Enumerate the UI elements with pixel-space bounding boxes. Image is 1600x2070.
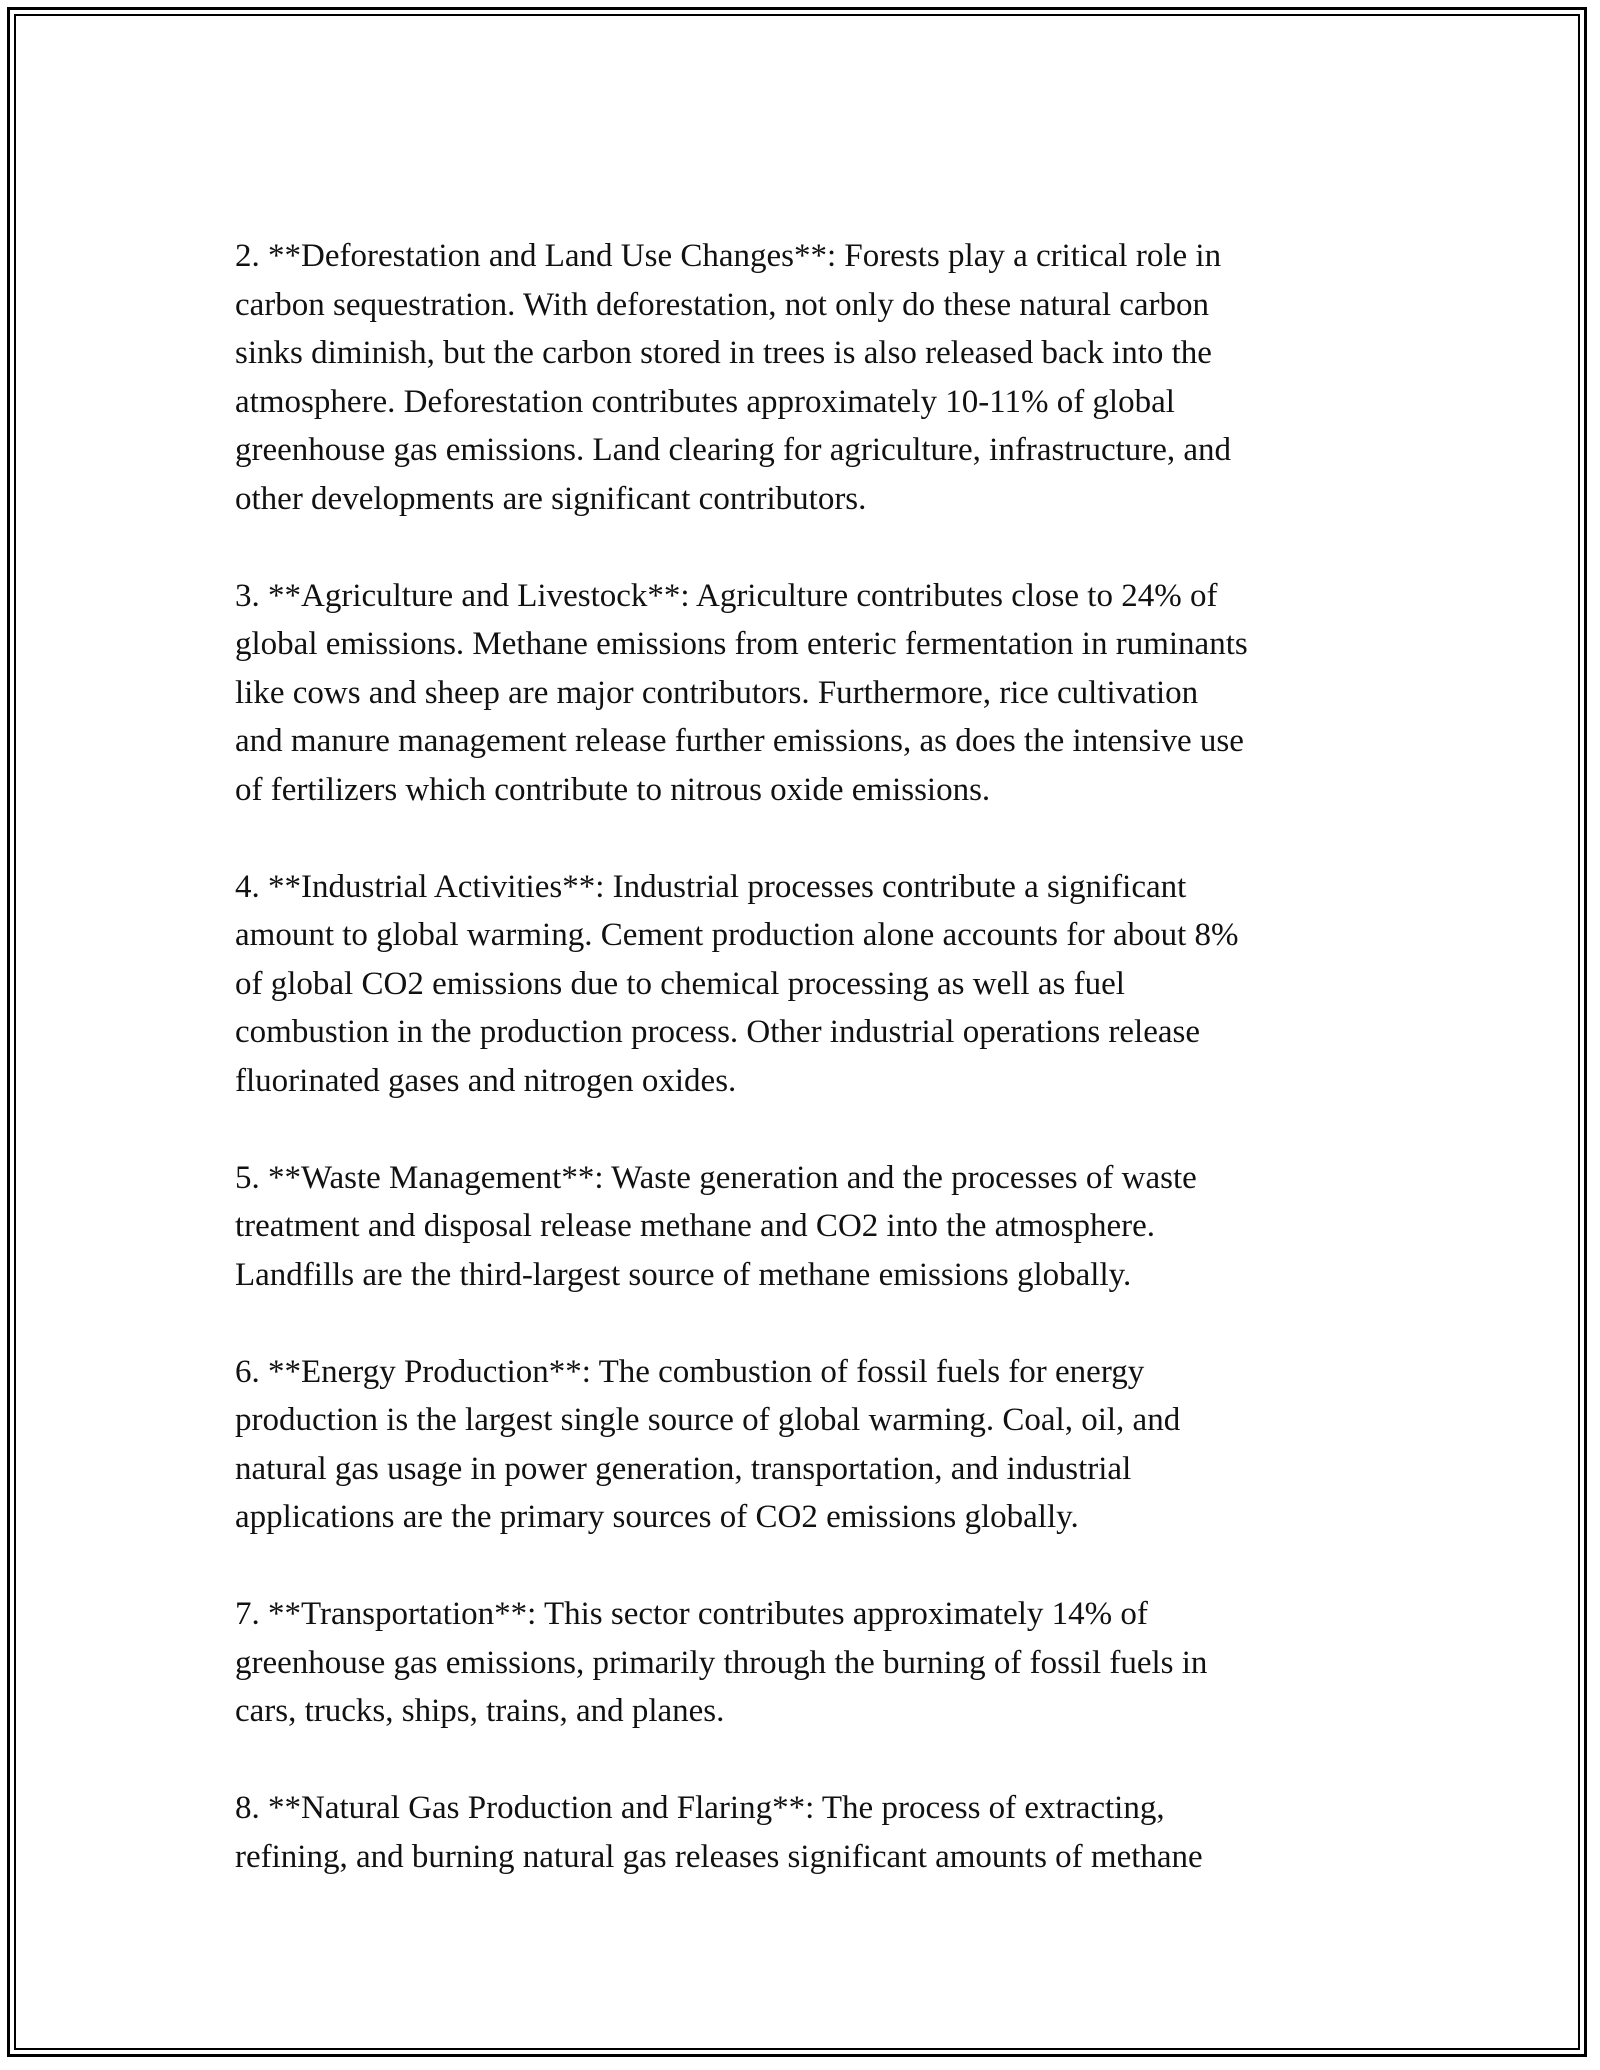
text-line: refining, and burning natural gas releases significant amounts of methane [235,1838,1203,1875]
text-line: greenhouse gas emissions, primarily through the burning of fossil fuels in [235,1644,1208,1681]
text-line: amount to global warming. Cement production alone accounts for about 8% [235,917,1239,953]
paragraph-energy [235,1348,1395,1542]
text-line: 2. **Deforestation and Land Use Changes**: Forests play a critical role in [235,238,1222,274]
paragraph-agriculture [235,572,1395,815]
text-line: carbon sequestration. With deforestation, not only do these natural carbon [235,286,1210,323]
text-line: 5. **Waste Management**: Waste generation and the processes of waste [235,1159,1197,1196]
text-line: 4. **Industrial Activities**: Industrial processes contribute a significant [235,868,1187,905]
paragraph-industrial [235,863,1395,1106]
text-line: fluorinated gases and nitrogen oxides. [235,1062,737,1099]
text-line: 8. **Natural Gas Production and Flaring**: The process of extracting, [235,1790,1165,1826]
text-line: treatment and disposal release methane and CO2 into the atmosphere. [235,1208,1156,1244]
paragraph-transportation [235,1590,1395,1736]
text-line: like cows and sheep are major contributors. Furthermore, rice cultivation [235,674,1199,711]
paragraph-waste [235,1154,1395,1300]
text-line: other developments are significant contributors. [235,480,867,517]
text-line: production is the largest single source of global warming. Coal, oil, and [235,1402,1181,1438]
text-line: greenhouse gas emissions. Land clearing for agriculture, infrastructure, and [235,432,1232,468]
text-line: natural gas usage in power generation, transportation, and industrial [235,1450,1132,1487]
text-line: combustion in the production process. Other industrial operations release [235,1014,1201,1050]
text-line: atmosphere. Deforestation contributes approximately 10-11% of global [235,383,1175,420]
text-line: applications are the primary sources of CO2 emissions globally. [235,1499,1079,1535]
text-line: sinks diminish, but the carbon stored in trees is also released back into the [235,335,1212,371]
text-line: of fertilizers which contribute to nitrous oxide emissions. [235,771,991,808]
text-line: and manure management release further emissions, as does the intensive use [235,723,1244,759]
text-line: Landfills are the third-largest source of methane emissions globally. [235,1256,1132,1293]
text-line: 6. **Energy Production**: The combustion of fossil fuels for energy [235,1353,1145,1390]
paragraph-deforestation [235,232,1395,523]
document-body [235,232,1395,1930]
text-line: global emissions. Methane emissions from enteric fermentation in ruminants [235,626,1248,662]
paragraph-natural-gas [235,1784,1395,1881]
text-line: 3. **Agriculture and Livestock**: Agriculture contributes close to 24% of [235,577,1218,614]
text-line: cars, trucks, ships, trains, and planes. [235,1693,725,1729]
text-line: of global CO2 emissions due to chemical processing as well as fuel [235,965,1125,1002]
text-line: 7. **Transportation**: This sector contributes approximately 14% of [235,1596,1148,1632]
